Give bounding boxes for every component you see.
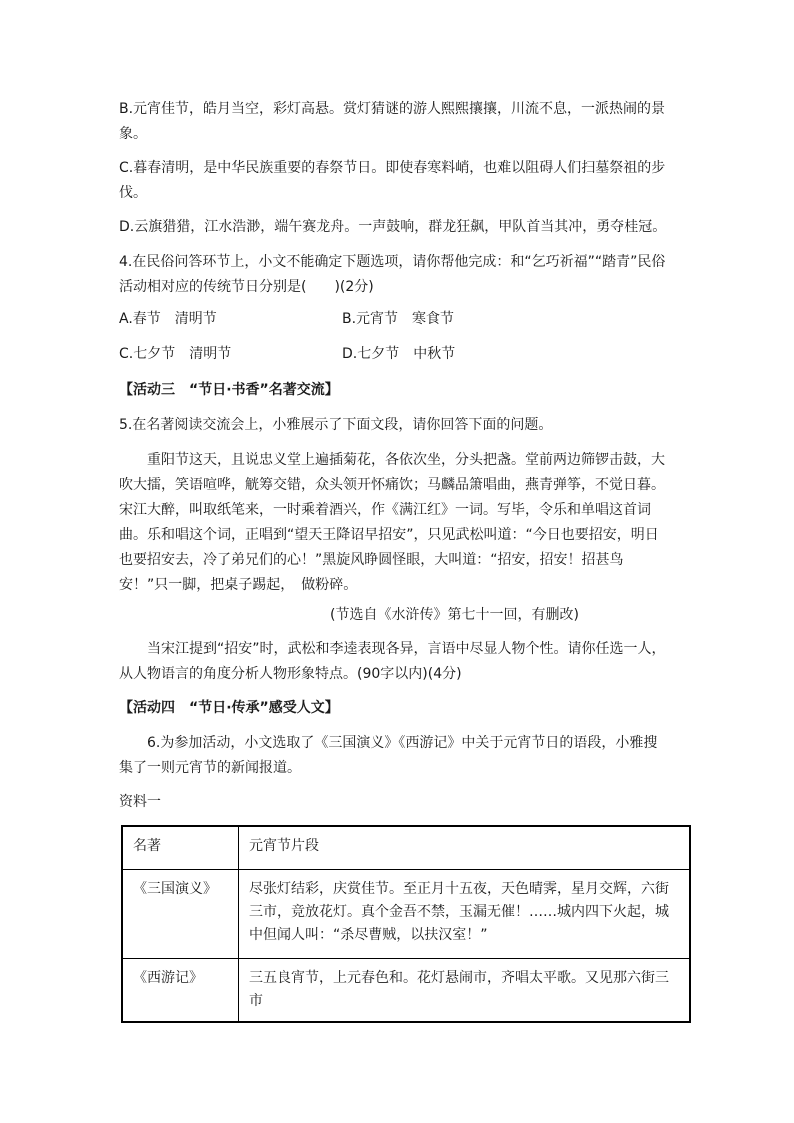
material-table [121, 825, 691, 1023]
header-book: 名著 [122, 826, 239, 870]
table-row [122, 959, 690, 1023]
excerpt-cell: 三五良宵节，上元春色和。花灯悬闹市，齐唱太平歌。又见那六街三市 [239, 959, 691, 1023]
excerpt-cell: 尽张灯结彩，庆赏佳节。至正月十五夜，天色晴霁，星月交辉，六街三市，竞放花灯。真个金吾不禁，玉漏无催！……城内四下火起，城中但闻人叫：“杀尽曹贼，以扶汉室！” [239, 870, 691, 959]
question-5: 5.在名著阅读交流会上，小雅展示了下面文段，请你回答下面的问题。 [119, 417, 553, 433]
passage: 重阳节这天，且说忠义堂上遍插菊花，各依次坐，分头把盏。堂前两边筛锣击鼓，大吹大擂，笑语喧哗，觥筹交错，众头领开怀痛饮；马麟品箫唱曲，燕青弹筝，不觉日暮。宋江大醉，叫取纸笔来，一时乘着酒兴，作《满江红》一词。写毕，令乐和单唱这首词曲。乐和唱这个词，正唱到“望天王降诏早招安”，只见武松叫道：“今日也要招安，明日也要招安去，冷了弟兄们的心！”黑旋风睁圆怪眼，大叫道：“招安，招安！招甚鸟安！”只一脚，把桌子踢起， 做粉碎。 [119, 452, 665, 593]
task-5: 当宋江提到“招安”时，武松和李逵表现各异，言语中尽显人物个性。请你任选一人，从人物语言的角度分析人物形象特点。(90字以内)(4分) [119, 641, 666, 682]
book-cell: 《三国演义》 [122, 870, 239, 959]
passage-source: (节选自《水浒传》第七十一回，有删改) [330, 607, 579, 623]
option-b: B.元宵佳节，皓月当空，彩灯高悬。赏灯猜谜的游人熙熙攘攘，川流不息，一派热闹的景象。 [119, 101, 666, 142]
q4-option-a: A.春节 清明节 [119, 311, 217, 327]
book-cell: 《西游记》 [122, 959, 239, 1023]
material-label: 资料一 [119, 794, 161, 810]
activity4-title: 【活动四 “节日·传承”感受人文】 [119, 700, 339, 716]
table-row [122, 870, 690, 959]
q4-option-d: D.七夕节 中秋节 [342, 346, 456, 362]
header-excerpt: 元宵节片段 [239, 826, 691, 870]
activity3-title: 【活动三 “节日·书香”名著交流】 [119, 382, 339, 398]
question-6: 6.为参加活动，小文选取了《三国演义》《西游记》中关于元宵节日的语段，小雅搜集了一则元宵节的新闻报道。 [119, 735, 658, 776]
table-header-row [122, 826, 690, 870]
q4-option-b: B.元宵节 寒食节 [342, 311, 455, 327]
q4-option-c: C.七夕节 清明节 [119, 346, 232, 362]
option-d: D.云旗猎猎，江水浩渺，端午赛龙舟。一声鼓响，群龙狂飙，甲队首当其冲，勇夺桂冠。 [119, 219, 667, 235]
question-4: 4.在民俗问答环节上，小文不能确定下题选项，请你帮他完成：和“乞巧祈福”“踏青”民俗活动相对应的传统节日分别是( )(2分) [119, 254, 666, 295]
option-c: C.暮春清明，是中华民族重要的春祭节日。即使春寒料峭，也难以阻碍人们扫墓祭祖的步伐。 [119, 160, 666, 201]
